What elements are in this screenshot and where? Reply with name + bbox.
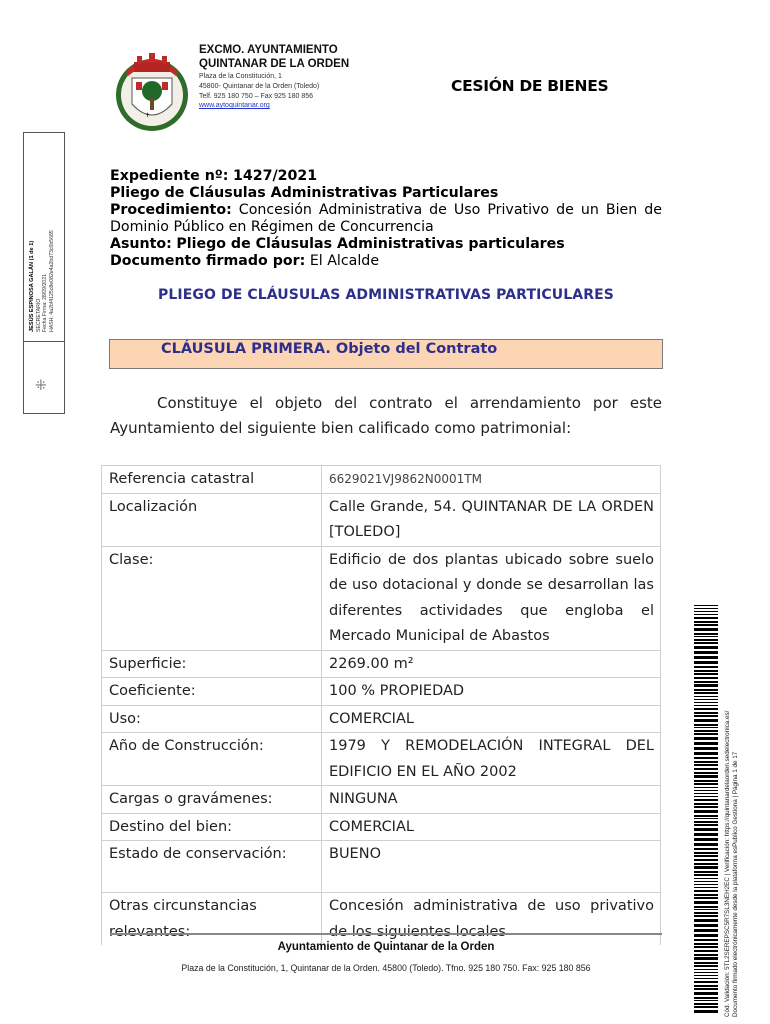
signer-role: SECRETARIO bbox=[35, 298, 42, 332]
institution-website-link[interactable]: www.aytoquintanar.org bbox=[199, 102, 270, 109]
institution-address-line1: Plaza de la Constitución, 1 bbox=[199, 73, 282, 80]
table-row bbox=[102, 841, 661, 893]
property-label: Clase: bbox=[102, 546, 322, 650]
verification-platform: Documento firmado electrónicamente desde la plataforma esPublico Gestiona | Página 1 de 17 bbox=[731, 751, 739, 1017]
clause-title-box bbox=[109, 339, 663, 369]
asunto-label: Asunto: bbox=[110, 236, 172, 252]
intro-paragraph: Constituye el objeto del contrato el arrendamiento por este Ayuntamiento del siguiente bien calificado como patrimonial: bbox=[110, 394, 662, 437]
table-row bbox=[102, 466, 661, 494]
expediente-row bbox=[110, 168, 662, 185]
property-value: Concesión administrativa de uso privativo de los siguientes locales bbox=[322, 893, 661, 946]
asunto-value: Pliego de Cláusulas Administrativas particulares bbox=[176, 236, 565, 252]
procedimiento-label: Procedimiento: bbox=[110, 202, 232, 218]
firmado-row bbox=[110, 253, 662, 270]
expediente-label: Expediente nº: bbox=[110, 168, 229, 184]
institution-block bbox=[199, 43, 349, 110]
institution-name-line1: EXCMO. AYUNTAMIENTO bbox=[199, 44, 338, 56]
firmado-value: El Alcalde bbox=[309, 253, 380, 269]
procedimiento-row bbox=[110, 202, 662, 236]
verification-text bbox=[724, 625, 756, 1017]
property-value: 1979 Y REMODELACIÓN INTEGRAL DEL EDIFICIO EN EL AÑO 2002 bbox=[322, 733, 661, 786]
property-label: Estado de conservación: bbox=[102, 841, 322, 893]
verification-code: Cód. Validación: 5TL2SEREPSC5R7SL3NEH2EC | Verificación: https://quintanardelaorden.sedelectronica.es/ bbox=[724, 710, 731, 1017]
barcode-icon bbox=[694, 605, 718, 1017]
expediente-value: 1427/2021 bbox=[233, 168, 318, 184]
asunto-row bbox=[110, 236, 662, 253]
property-label: Superficie: bbox=[102, 650, 322, 678]
institution-address-line2: 45800- Quintanar de la Orden (Toledo) bbox=[199, 83, 320, 90]
property-label: Coeficiente: bbox=[102, 678, 322, 706]
firmado-label: Documento firmado por: bbox=[110, 253, 306, 269]
property-value: 2269.00 m² bbox=[322, 650, 661, 678]
pliego-title: Pliego de Cláusulas Administrativas Particulares bbox=[110, 185, 499, 201]
footer-institution: Ayuntamiento de Quintanar de la Orden bbox=[277, 941, 495, 953]
table-row bbox=[102, 733, 661, 786]
signature-divider bbox=[24, 341, 64, 342]
signature-hash: HASH: 4a2bf4125c8e082e4a2bd73c0b5685 bbox=[48, 230, 55, 332]
document-metadata bbox=[110, 168, 662, 270]
property-value: COMERCIAL bbox=[322, 813, 661, 841]
document-type-title: CESIÓN DE BIENES bbox=[451, 77, 609, 95]
footer-divider bbox=[110, 933, 662, 935]
property-label: Cargas o gravámenes: bbox=[102, 786, 322, 814]
table-row bbox=[102, 705, 661, 733]
table-row bbox=[102, 893, 661, 946]
property-value: Edificio de dos plantas ubicado sobre suelo de uso dotacional y donde se desarrollan las diferentes actividades que engloba el Mercado Municipal de Abastos bbox=[322, 546, 661, 650]
property-value: 6629021VJ9862N0001TM bbox=[322, 466, 661, 494]
property-label: Uso: bbox=[102, 705, 322, 733]
property-value: BUENO bbox=[322, 841, 661, 893]
table-row bbox=[102, 546, 661, 650]
property-label: Destino del bien: bbox=[102, 813, 322, 841]
institution-phone: Telf. 925 180 750 – Fax 925 180 856 bbox=[199, 93, 314, 100]
property-label: Otras circunstancias relevantes: bbox=[102, 893, 322, 946]
property-label: Año de Construcción: bbox=[102, 733, 322, 786]
property-value: NINGUNA bbox=[322, 786, 661, 814]
property-value: COMERCIAL bbox=[322, 705, 661, 733]
clause-title: CLÁUSULA PRIMERA. Objeto del Contrato bbox=[161, 341, 498, 357]
main-heading: PLIEGO DE CLÁUSULAS ADMINISTRATIVAS PARTICULARES bbox=[158, 287, 614, 303]
signature-date: Fecha Firma: 28/09/2021 bbox=[42, 274, 49, 332]
signature-text bbox=[24, 133, 66, 338]
table-row bbox=[102, 650, 661, 678]
property-label: Referencia catastral bbox=[102, 466, 322, 494]
property-table bbox=[101, 465, 661, 945]
property-value: 100 % PROPIEDAD bbox=[322, 678, 661, 706]
signature-strip bbox=[23, 132, 65, 414]
property-value: Calle Grande, 54. QUINTANAR DE LA ORDEN [TOLEDO] bbox=[322, 493, 661, 546]
svg-text:✝: ✝ bbox=[145, 112, 151, 119]
signer-name: JESÚS ESPINOSA GALÁN (1 de 1) bbox=[29, 240, 35, 332]
signature-stamp-icon: ⁜ bbox=[35, 378, 47, 394]
table-row bbox=[102, 786, 661, 814]
procedimiento-value: Concesión Administrativa de Uso Privativo de un Bien de Dominio Público en Régimen de Concurrencia bbox=[110, 202, 662, 235]
table-row bbox=[102, 678, 661, 706]
municipal-crest-logo bbox=[112, 42, 192, 140]
footer-address: Plaza de la Constitución, 1, Quintanar de la Orden. 45800 (Toledo). Tfno. 925 180 750. Fax: 925 180 856 bbox=[181, 963, 591, 973]
institution-name-line2: QUINTANAR DE LA ORDEN bbox=[199, 58, 350, 70]
table-row bbox=[102, 813, 661, 841]
table-row bbox=[102, 493, 661, 546]
property-label: Localización bbox=[102, 493, 322, 546]
